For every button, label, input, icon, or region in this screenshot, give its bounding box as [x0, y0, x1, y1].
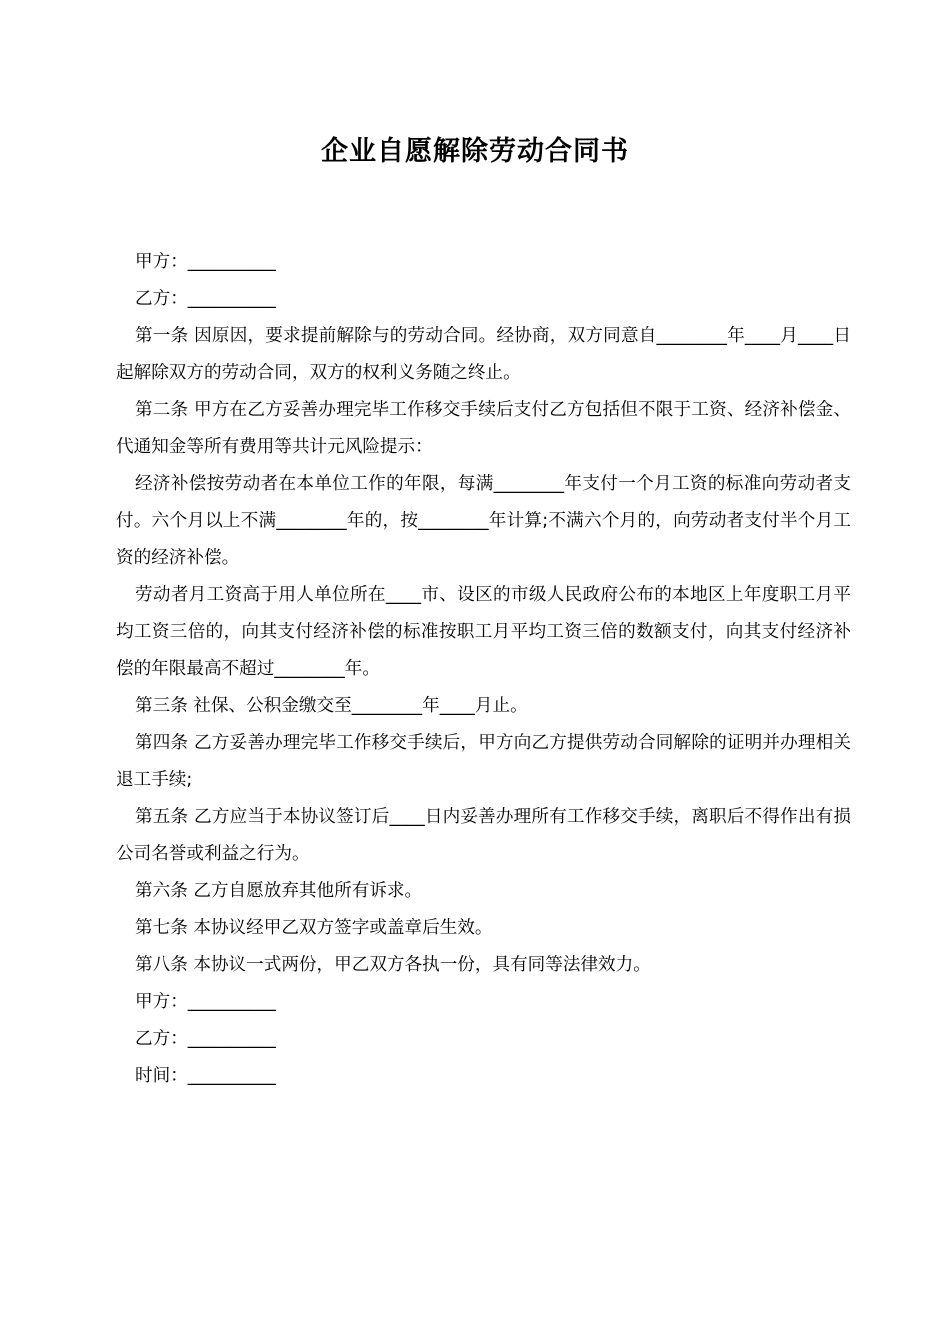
header-party-b-line: 乙方：__________	[135, 289, 276, 309]
article-3: 第三条 社保、公积金缴交至________年____月止。	[135, 696, 528, 716]
compensation-paragraph-2: 劳动者月工资高于用人单位所在____市、设区的市级人民政府公布的本地区上年度职工月平均工资三倍的，向其支付经济补偿的标准按职工月平均工资三倍的数额支付，向其支付经济补偿的年限最高不超过________年。	[116, 585, 851, 679]
article-5: 第五条 乙方应当于本协议签订后____日内妥善办理所有工作移交手续，离职后不得作出有损公司名誉或利益之行为。	[116, 807, 851, 864]
header-party-a-line: 甲方：__________	[135, 252, 276, 272]
article-8: 第八条 本协议一式两份，甲乙双方各执一份，具有同等法律效力。	[135, 955, 651, 975]
article-2: 第二条 甲方在乙方妥善办理完毕工作移交手续后支付乙方包括但不限于工资、经济补偿金、代通知金等所有费用等共计元风险提示：	[116, 400, 851, 457]
article-4: 第四条 乙方妥善办理完毕工作移交手续后，甲方向乙方提供劳动合同解除的证明并办理相关退工手续;	[116, 733, 851, 790]
signature-party-b-line: 乙方：__________	[135, 1029, 276, 1049]
document-body	[116, 244, 851, 1095]
signature-time-line: 时间：__________	[135, 1066, 276, 1086]
article-6: 第六条 乙方自愿放弃其他所有诉求。	[135, 881, 423, 901]
signature-party-a-line: 甲方：__________	[135, 992, 276, 1012]
article-7: 第七条 本协议经甲乙双方签字或盖章后生效。	[135, 918, 493, 938]
compensation-paragraph-1: 经济补偿按劳动者在本单位工作的年限，每满________年支付一个月工资的标准向劳动者支付。六个月以上不满________年的，按________年计算;不满六个月的，向劳动者支付半个月工资的经济补偿。	[116, 474, 851, 568]
document-title: 企业自愿解除劳动合同书	[321, 136, 629, 167]
article-1: 第一条 因原因，要求提前解除与的劳动合同。经协商，双方同意自________年____月____日起解除双方的劳动合同，双方的权利义务随之终止。	[116, 326, 851, 383]
